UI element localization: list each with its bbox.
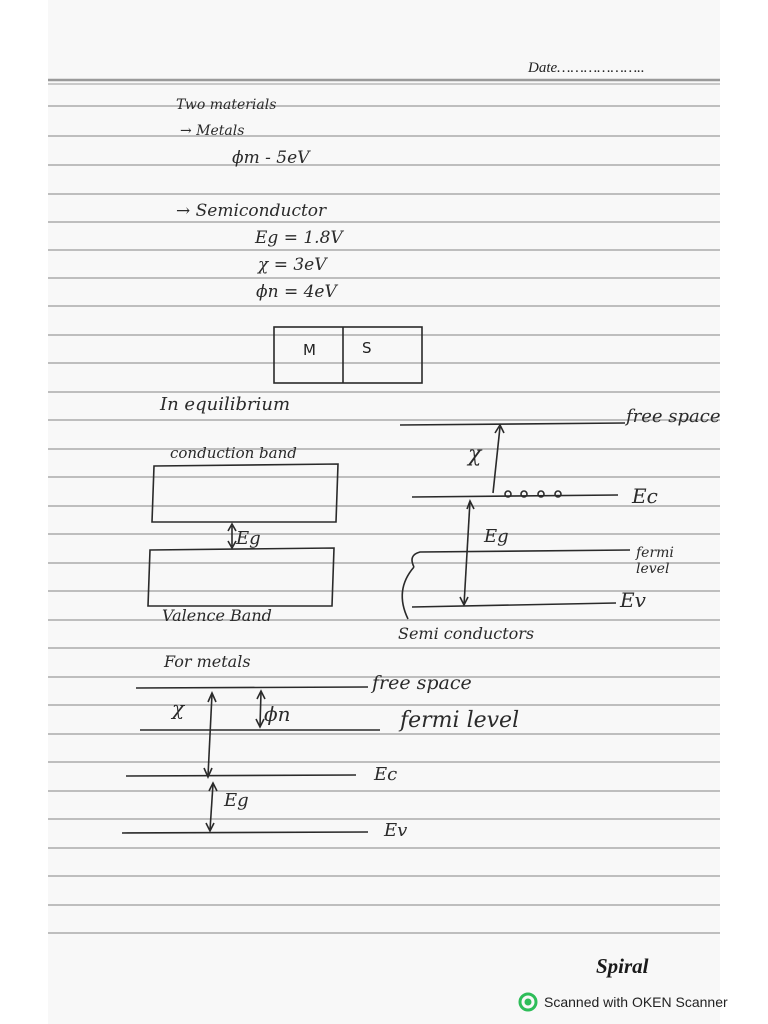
scanner-text: Scanned with OKEN Scanner	[544, 994, 728, 1010]
junction-box	[270, 324, 426, 386]
scanner-logo-icon	[518, 992, 538, 1012]
conduction-band-label: conduction band	[170, 444, 297, 462]
scanner-watermark	[518, 992, 728, 1012]
valence-band-label: Valence Band	[162, 606, 272, 625]
band-gap-label: Eg	[236, 528, 261, 549]
note-electron-affinity: χ = 3eV	[258, 255, 327, 275]
equilibrium-heading: In equilibrium	[160, 394, 291, 415]
metal-phi-label: ϕn	[264, 702, 291, 726]
sc-ev-label: Ev	[620, 588, 646, 612]
sc-free-space-label: free space	[626, 406, 721, 427]
junction-metal-label: M	[303, 341, 316, 359]
metal-chi-label: χ	[172, 696, 185, 720]
note-metals: → Metals	[180, 123, 245, 139]
sc-ec-label: Ec	[632, 484, 658, 508]
metal-energy-diagram	[118, 680, 398, 840]
metal-free-space-label: free space	[372, 672, 472, 694]
notebook-brand: Spiral	[596, 954, 649, 978]
note-bandgap: Eg = 1.8V	[255, 228, 343, 248]
note-metal-work-function: ϕm - 5eV	[232, 148, 310, 168]
metal-ec-label: Ec	[374, 764, 398, 785]
note-semiconductor: → Semiconductor	[176, 201, 327, 221]
note-two-materials: Two materials	[176, 97, 277, 113]
sc-fermi-level-label: fermi level	[636, 545, 674, 578]
note-semiconductor-work-function: ϕn = 4eV	[256, 282, 337, 302]
metal-eg-label: Eg	[224, 790, 249, 811]
sc-eg-label: Eg	[484, 526, 509, 547]
metals-heading: For metals	[164, 652, 251, 671]
metal-ev-label: Ev	[384, 820, 408, 841]
junction-semiconductor-label: S	[362, 339, 372, 357]
date-label: Date………………..	[528, 60, 645, 76]
sc-caption: Semi conductors	[398, 624, 535, 643]
band-blocks	[140, 460, 350, 610]
metal-fermi-level-label: fermi level	[400, 708, 520, 733]
sc-chi-label: χ	[468, 442, 482, 467]
semiconductor-energy-diagram	[390, 405, 720, 620]
